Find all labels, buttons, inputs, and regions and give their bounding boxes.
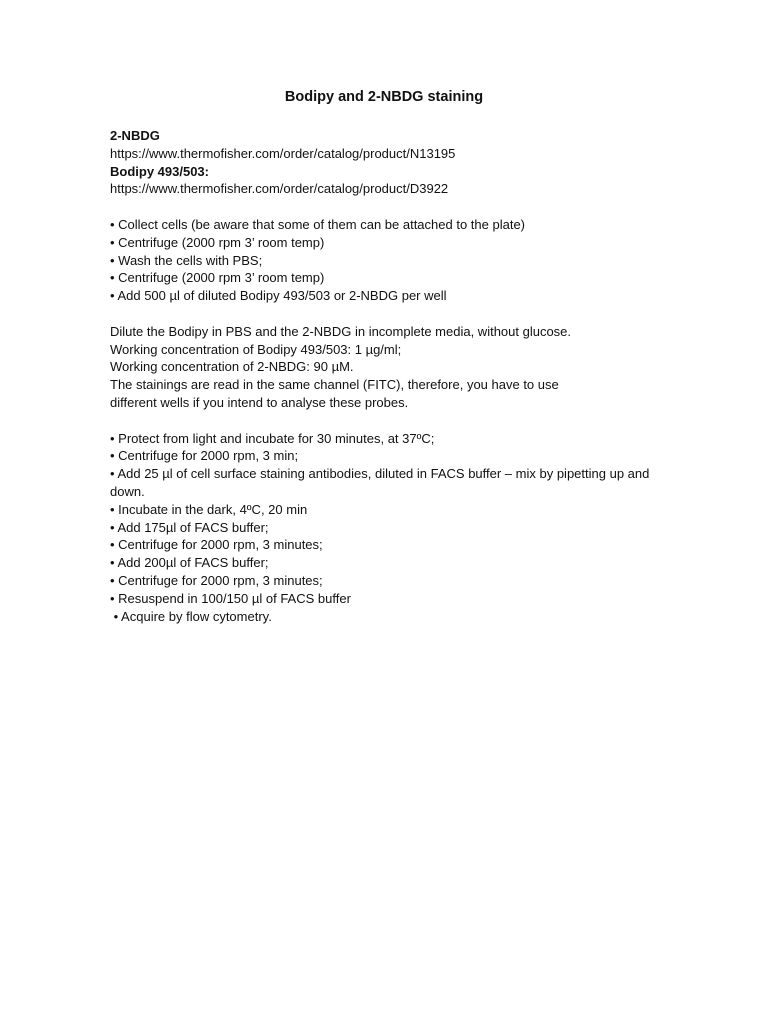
step-item: • Protect from light and incubate for 30 minutes, at 37ºC; [110,430,435,446]
note-line: Dilute the Bodipy in PBS and the 2-NBDG in incomplete media, without glucose. [110,323,572,339]
step-item: • Centrifuge for 2000 rpm, 3 min; [110,448,299,464]
document-body [110,127,670,625]
reagent-url: https://www.thermofisher.com/order/catalog/product/N13195 [110,145,456,161]
paragraph-gap [110,305,670,323]
step-item: • Collect cells (be aware that some of them can be attached to the plate) [110,216,525,232]
step-item: • Add 500 µl of diluted Bodipy 493/503 or 2-NBDG per well [110,288,447,304]
note-line: Working concentration of Bodipy 493/503: 1 µg/ml; [110,341,402,357]
step-list-2 [110,430,670,626]
step-item: • Centrifuge (2000 rpm 3’ room temp) [110,234,325,250]
step-item: • Wash the cells with PBS; [110,252,263,268]
step-item: • Centrifuge for 2000 rpm, 3 minutes; [110,537,323,553]
document-title: Bodipy and 2-NBDG staining [284,89,484,105]
step-item: • Acquire by flow cytometry. [110,608,272,624]
step-list-1 [110,216,670,305]
reagent-url: https://www.thermofisher.com/order/catalog/product/D3922 [110,181,449,197]
note-line: The stainings are read in the same channel (FITC), therefore, you have to use different wells if you intend to analyse these probes. [110,377,559,410]
paragraph-gap [110,198,670,216]
step-item: • Centrifuge for 2000 rpm, 3 minutes; [110,572,323,588]
reagent-list [110,127,670,198]
reagent-name: 2-NBDG [110,128,160,143]
step-item: • Add 175µl of FACS buffer; [110,519,269,535]
note-line: Working concentration of 2-NBDG: 90 µM. [110,359,354,375]
step-item: • Resuspend in 100/150 µl of FACS buffer [110,590,351,606]
step-item: • Add 25 µl of cell surface staining antibodies, diluted in FACS buffer – mix by pipetting up and down. [110,466,650,499]
step-item: • Add 200µl of FACS buffer; [110,555,269,571]
paragraph-gap [110,412,670,430]
reagent-name: Bodipy 493/503: [110,163,209,179]
step-item: • Incubate in the dark, 4ºC, 20 min [110,501,308,517]
step-item: • Centrifuge (2000 rpm 3’ room temp) [110,270,325,286]
notes-block [110,323,670,412]
